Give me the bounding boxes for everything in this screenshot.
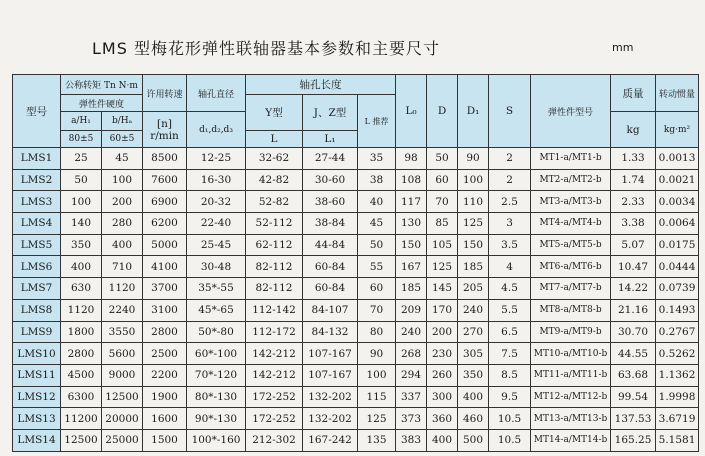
- value-cell: MT13-a/MT13-b: [531, 408, 611, 430]
- table-title: LMS 型梅花形弹性联轴器基本参数和主要尺寸: [92, 39, 440, 58]
- value-cell: MT6-a/MT6-b: [531, 256, 611, 278]
- value-cell: 0.0064: [656, 213, 699, 235]
- value-cell: 80*-130: [187, 386, 246, 408]
- value-cell: 150: [396, 234, 427, 256]
- model-cell: LMS4: [13, 213, 61, 235]
- value-cell: 30-48: [187, 256, 246, 278]
- table-row: [13, 256, 699, 278]
- value-cell: 45: [358, 213, 396, 235]
- header-elastic: 弹性件型号: [531, 75, 611, 148]
- value-cell: 2: [489, 148, 531, 170]
- value-cell: 350: [458, 364, 489, 386]
- value-cell: 52-82: [246, 191, 303, 213]
- value-cell: 100: [61, 191, 102, 213]
- value-cell: 125: [458, 213, 489, 235]
- value-cell: 38-84: [303, 213, 358, 235]
- value-cell: 0.2767: [656, 321, 699, 343]
- value-cell: 260: [427, 364, 458, 386]
- value-cell: 170: [427, 299, 458, 321]
- table-row: [13, 429, 699, 451]
- value-cell: 400: [61, 256, 102, 278]
- header-b-range: 60±5: [102, 131, 143, 148]
- model-cell: LMS10: [13, 343, 61, 365]
- value-cell: 110: [458, 191, 489, 213]
- model-cell: LMS9: [13, 321, 61, 343]
- value-cell: 112-142: [246, 299, 303, 321]
- value-cell: 50: [61, 169, 102, 191]
- model-cell: LMS11: [13, 364, 61, 386]
- value-cell: 2: [489, 169, 531, 191]
- value-cell: 115: [358, 386, 396, 408]
- value-cell: 85: [427, 213, 458, 235]
- value-cell: MT11-a/MT11-b: [531, 364, 611, 386]
- value-cell: 12500: [61, 429, 102, 451]
- value-cell: 373: [396, 408, 427, 430]
- value-cell: 38-60: [303, 191, 358, 213]
- header-speed-symbol: [143, 112, 187, 148]
- value-cell: 50*-80: [187, 321, 246, 343]
- value-cell: 3700: [143, 278, 187, 300]
- value-cell: 165.25: [611, 429, 656, 451]
- value-cell: 383: [396, 429, 427, 451]
- value-cell: 4.5: [489, 278, 531, 300]
- header-bore-symbol: d₁,d₂,d₃: [187, 112, 246, 148]
- value-cell: 16-30: [187, 169, 246, 191]
- value-cell: 270: [458, 321, 489, 343]
- value-cell: 145: [427, 278, 458, 300]
- model-cell: LMS1: [13, 148, 61, 170]
- table-row: [13, 191, 699, 213]
- header-y-type: Y型: [246, 95, 303, 131]
- value-cell: 185: [458, 256, 489, 278]
- value-cell: 44.55: [611, 343, 656, 365]
- value-cell: 3: [489, 213, 531, 235]
- value-cell: 45: [102, 148, 143, 170]
- value-cell: 2240: [102, 299, 143, 321]
- value-cell: 132-202: [303, 408, 358, 430]
- value-cell: MT9-a/MT9-b: [531, 321, 611, 343]
- value-cell: 3.6719: [656, 408, 699, 430]
- value-cell: 0.1493: [656, 299, 699, 321]
- value-cell: 209: [396, 299, 427, 321]
- value-cell: 200: [102, 191, 143, 213]
- value-cell: MT1-a/MT1-b: [531, 148, 611, 170]
- value-cell: 1900: [143, 386, 187, 408]
- value-cell: 100: [358, 364, 396, 386]
- table-row: [13, 386, 699, 408]
- model-cell: LMS7: [13, 278, 61, 300]
- value-cell: 294: [396, 364, 427, 386]
- value-cell: 22-40: [187, 213, 246, 235]
- value-cell: 172-252: [246, 408, 303, 430]
- value-cell: 50: [358, 234, 396, 256]
- header-bore: 轴孔直径: [187, 75, 246, 112]
- value-cell: 240: [396, 321, 427, 343]
- value-cell: 3.38: [611, 213, 656, 235]
- table-row: [13, 278, 699, 300]
- speed-unit: r/min: [150, 129, 179, 142]
- table-row: [13, 148, 699, 170]
- value-cell: 80: [358, 321, 396, 343]
- unit-label: mm: [612, 41, 634, 54]
- value-cell: 63.68: [611, 364, 656, 386]
- value-cell: 230: [427, 343, 458, 365]
- value-cell: 6900: [143, 191, 187, 213]
- value-cell: 10.5: [489, 408, 531, 430]
- value-cell: 70: [358, 299, 396, 321]
- model-cell: LMS13: [13, 408, 61, 430]
- value-cell: 60: [358, 278, 396, 300]
- value-cell: 205: [458, 278, 489, 300]
- value-cell: 500: [458, 429, 489, 451]
- value-cell: 1600: [143, 408, 187, 430]
- value-cell: 100: [458, 169, 489, 191]
- speed-symbol: [n]: [157, 117, 172, 130]
- value-cell: 1800: [61, 321, 102, 343]
- value-cell: 5.5: [489, 299, 531, 321]
- value-cell: 117: [396, 191, 427, 213]
- value-cell: 4500: [61, 364, 102, 386]
- header-mass-unit: kg: [611, 112, 656, 148]
- value-cell: 3550: [102, 321, 143, 343]
- value-cell: MT5-a/MT5-b: [531, 234, 611, 256]
- header-y-symbol: L: [246, 131, 303, 148]
- model-cell: LMS5: [13, 234, 61, 256]
- value-cell: MT4-a/MT4-b: [531, 213, 611, 235]
- value-cell: 10.47: [611, 256, 656, 278]
- value-cell: 135: [358, 429, 396, 451]
- value-cell: MT2-a/MT2-b: [531, 169, 611, 191]
- value-cell: 167: [396, 256, 427, 278]
- value-cell: MT12-a/MT12-b: [531, 386, 611, 408]
- header-l0: L₀: [396, 75, 427, 148]
- value-cell: 7.5: [489, 343, 531, 365]
- value-cell: 1.74: [611, 169, 656, 191]
- value-cell: 35*-55: [187, 278, 246, 300]
- value-cell: 25000: [102, 429, 143, 451]
- value-cell: MT10-a/MT10-b: [531, 343, 611, 365]
- table-row: [13, 364, 699, 386]
- model-cell: LMS6: [13, 256, 61, 278]
- header-hardness: 弹性件硬度: [61, 95, 143, 112]
- value-cell: 280: [102, 213, 143, 235]
- header-d1: D₁: [458, 75, 489, 148]
- value-cell: 3100: [143, 299, 187, 321]
- value-cell: 100*-160: [187, 429, 246, 451]
- value-cell: 4100: [143, 256, 187, 278]
- value-cell: 142-212: [246, 343, 303, 365]
- spec-table: [12, 74, 699, 452]
- header-speed: 许用转速: [143, 75, 187, 112]
- value-cell: MT7-a/MT7-b: [531, 278, 611, 300]
- value-cell: 630: [61, 278, 102, 300]
- value-cell: 70*-120: [187, 364, 246, 386]
- value-cell: 172-252: [246, 386, 303, 408]
- table-row: [13, 343, 699, 365]
- header-torque: 公称转矩 Tn N·m: [61, 75, 143, 95]
- value-cell: 6300: [61, 386, 102, 408]
- table-row: [13, 321, 699, 343]
- header-a-range: 80±5: [61, 131, 102, 148]
- spec-table-body: [13, 148, 699, 452]
- value-cell: 70: [427, 191, 458, 213]
- header-a-h: a/H₁: [61, 112, 102, 131]
- value-cell: 32-62: [246, 148, 303, 170]
- value-cell: 132-202: [303, 386, 358, 408]
- value-cell: 125: [427, 256, 458, 278]
- header-jz-type: J、Z型: [303, 95, 358, 131]
- value-cell: 62-112: [246, 234, 303, 256]
- value-cell: 20000: [102, 408, 143, 430]
- value-cell: 400: [427, 429, 458, 451]
- value-cell: 3.5: [489, 234, 531, 256]
- value-cell: 35: [358, 148, 396, 170]
- value-cell: 60-84: [303, 278, 358, 300]
- value-cell: 350: [61, 234, 102, 256]
- header-s: S: [489, 75, 531, 148]
- value-cell: 5.1581: [656, 429, 699, 451]
- model-cell: LMS2: [13, 169, 61, 191]
- value-cell: 360: [427, 408, 458, 430]
- value-cell: 11200: [61, 408, 102, 430]
- value-cell: 130: [396, 213, 427, 235]
- header-inertia-unit: kg·m²: [656, 112, 699, 148]
- value-cell: 9000: [102, 364, 143, 386]
- value-cell: 112-172: [246, 321, 303, 343]
- value-cell: 12500: [102, 386, 143, 408]
- header-b-h: b/Hₐ: [102, 112, 143, 131]
- value-cell: 0.0175: [656, 234, 699, 256]
- value-cell: 300: [427, 386, 458, 408]
- value-cell: 4: [489, 256, 531, 278]
- value-cell: 105: [427, 234, 458, 256]
- value-cell: 400: [102, 234, 143, 256]
- value-cell: 0.0739: [656, 278, 699, 300]
- value-cell: 185: [396, 278, 427, 300]
- value-cell: 2200: [143, 364, 187, 386]
- model-cell: LMS8: [13, 299, 61, 321]
- value-cell: 5600: [102, 343, 143, 365]
- value-cell: 142-212: [246, 364, 303, 386]
- value-cell: 52-112: [246, 213, 303, 235]
- table-row: [13, 213, 699, 235]
- value-cell: 40: [358, 191, 396, 213]
- value-cell: 337: [396, 386, 427, 408]
- value-cell: 150: [458, 234, 489, 256]
- value-cell: 2800: [143, 321, 187, 343]
- value-cell: 44-84: [303, 234, 358, 256]
- value-cell: 30-60: [303, 169, 358, 191]
- value-cell: 0.0034: [656, 191, 699, 213]
- value-cell: 25: [61, 148, 102, 170]
- value-cell: 60: [427, 169, 458, 191]
- value-cell: 90*-130: [187, 408, 246, 430]
- value-cell: 1120: [102, 278, 143, 300]
- value-cell: 710: [102, 256, 143, 278]
- value-cell: 8500: [143, 148, 187, 170]
- header-model: 型号: [13, 75, 61, 148]
- value-cell: 50: [427, 148, 458, 170]
- value-cell: 137.53: [611, 408, 656, 430]
- model-cell: LMS14: [13, 429, 61, 451]
- value-cell: 2.5: [489, 191, 531, 213]
- value-cell: 460: [458, 408, 489, 430]
- value-cell: 98: [396, 148, 427, 170]
- value-cell: 5000: [143, 234, 187, 256]
- value-cell: 107-167: [303, 364, 358, 386]
- value-cell: 1500: [143, 429, 187, 451]
- value-cell: 84-107: [303, 299, 358, 321]
- value-cell: 0.5262: [656, 343, 699, 365]
- table-row: [13, 169, 699, 191]
- value-cell: MT3-a/MT3-b: [531, 191, 611, 213]
- value-cell: 20-32: [187, 191, 246, 213]
- value-cell: 84-132: [303, 321, 358, 343]
- value-cell: 107-167: [303, 343, 358, 365]
- value-cell: 2800: [61, 343, 102, 365]
- value-cell: MT14-a/MT14-b: [531, 429, 611, 451]
- value-cell: 7600: [143, 169, 187, 191]
- value-cell: 9.5: [489, 386, 531, 408]
- value-cell: 212-302: [246, 429, 303, 451]
- value-cell: 1.9998: [656, 386, 699, 408]
- value-cell: 140: [61, 213, 102, 235]
- value-cell: 21.16: [611, 299, 656, 321]
- value-cell: 400: [458, 386, 489, 408]
- value-cell: 42-82: [246, 169, 303, 191]
- value-cell: 0.0021: [656, 169, 699, 191]
- value-cell: 45*-65: [187, 299, 246, 321]
- value-cell: 125: [358, 408, 396, 430]
- value-cell: 5.07: [611, 234, 656, 256]
- value-cell: MT8-a/MT8-b: [531, 299, 611, 321]
- value-cell: 305: [458, 343, 489, 365]
- value-cell: 38: [358, 169, 396, 191]
- value-cell: 6.5: [489, 321, 531, 343]
- value-cell: 60*-100: [187, 343, 246, 365]
- value-cell: 10.5: [489, 429, 531, 451]
- value-cell: 25-45: [187, 234, 246, 256]
- value-cell: 240: [458, 299, 489, 321]
- value-cell: 99.54: [611, 386, 656, 408]
- value-cell: 0.0013: [656, 148, 699, 170]
- value-cell: 82-112: [246, 256, 303, 278]
- value-cell: 30.70: [611, 321, 656, 343]
- value-cell: 6200: [143, 213, 187, 235]
- value-cell: 90: [458, 148, 489, 170]
- header-jz-symbol: L₁: [303, 131, 358, 148]
- header-mass: 质量: [611, 75, 656, 112]
- table-row: [13, 234, 699, 256]
- value-cell: 27-44: [303, 148, 358, 170]
- header-length: 轴孔长度: [246, 75, 396, 95]
- header-d: D: [427, 75, 458, 148]
- value-cell: 90: [358, 343, 396, 365]
- table-row: [13, 299, 699, 321]
- value-cell: 12-25: [187, 148, 246, 170]
- header-inertia: 转动惯量: [656, 75, 699, 112]
- value-cell: 200: [427, 321, 458, 343]
- value-cell: 82-112: [246, 278, 303, 300]
- value-cell: 1.1362: [656, 364, 699, 386]
- value-cell: 2.33: [611, 191, 656, 213]
- table-row: [13, 408, 699, 430]
- model-cell: LMS12: [13, 386, 61, 408]
- header-l-recommended: L 推荐: [358, 95, 396, 148]
- value-cell: 1120: [61, 299, 102, 321]
- value-cell: 268: [396, 343, 427, 365]
- value-cell: 55: [358, 256, 396, 278]
- value-cell: 14.22: [611, 278, 656, 300]
- value-cell: 167-242: [303, 429, 358, 451]
- value-cell: 60-84: [303, 256, 358, 278]
- value-cell: 108: [396, 169, 427, 191]
- value-cell: 2500: [143, 343, 187, 365]
- model-cell: LMS3: [13, 191, 61, 213]
- value-cell: 100: [102, 169, 143, 191]
- value-cell: 1.33: [611, 148, 656, 170]
- value-cell: 0.0444: [656, 256, 699, 278]
- value-cell: 8.5: [489, 364, 531, 386]
